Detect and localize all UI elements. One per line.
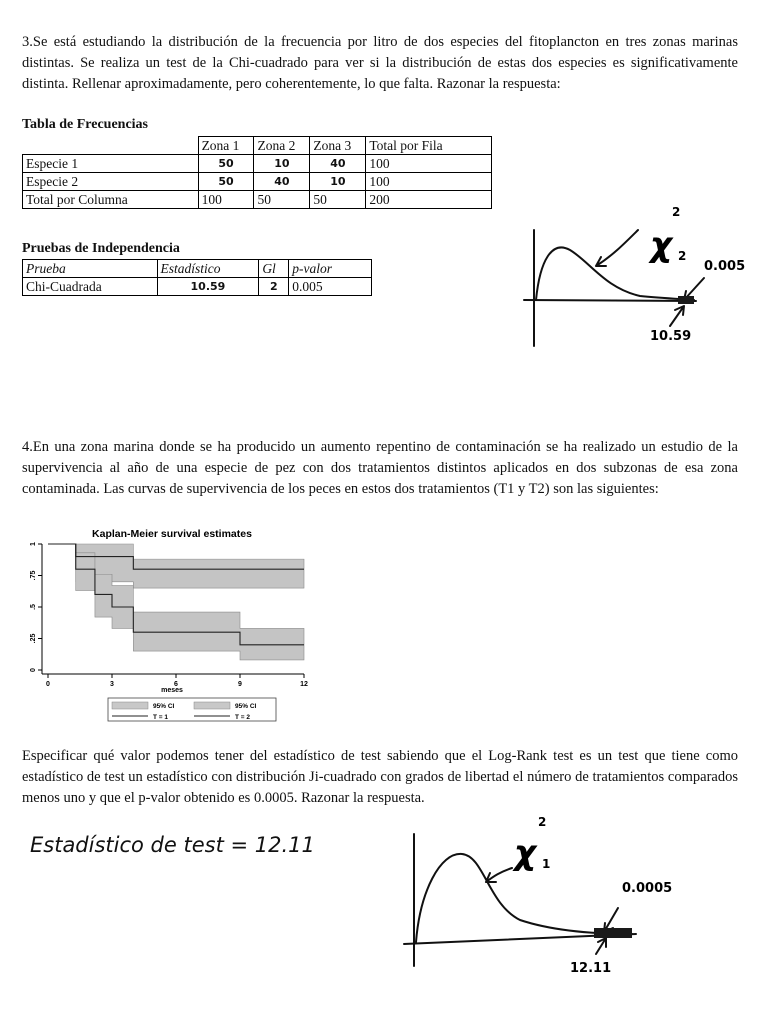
freq-header-zona1: Zona 1 — [198, 137, 254, 155]
chi-symbol: χ — [650, 225, 672, 265]
header-prueba: Prueba — [23, 260, 158, 278]
handwritten-cell: 50 — [198, 155, 254, 173]
pvalue-cell: 0.005 — [289, 278, 372, 296]
chart-title: Kaplan-Meier survival estimates — [92, 528, 252, 540]
tail-shading — [594, 928, 632, 938]
stat-arrow — [670, 306, 684, 326]
x-tick-label: 9 — [238, 681, 242, 688]
pvalue-label: 0.005 — [704, 259, 746, 274]
handwritten-cell: 40 — [254, 173, 310, 191]
stat-arrow — [596, 938, 606, 954]
legend-ci-label-2: 95% CI — [235, 703, 257, 710]
col-total: 100 — [198, 191, 254, 209]
chi-symbol: χ — [514, 833, 536, 873]
header-estadistico: Estadístico — [157, 260, 259, 278]
statistic-label: 10.59 — [650, 329, 692, 344]
independence-header-row — [23, 260, 372, 278]
chi2-sketch-2 — [400, 812, 700, 984]
q3-text: 3.Se está estudiando la distribución de la frecuencia por litro de dos especies del fitoplancton en tres zonas marinas distintas. Se realiza un test de la Chi-cuadrado para ver si la distribución de estas dos especies es significativamente distinta. Rellenar aproximadamente, pero coherentemente, lo que falta. Razonar la respuesta: — [22, 34, 738, 92]
y-tick-label: .75 — [30, 570, 37, 581]
x-tick-label: 12 — [300, 681, 308, 688]
row-total: 100 — [366, 173, 492, 191]
col-total: 50 — [254, 191, 310, 209]
grand-total: 200 — [366, 191, 492, 209]
row-label: Total por Columna — [23, 191, 199, 209]
table-row — [23, 155, 492, 173]
handwritten-cell: 40 — [310, 155, 366, 173]
pvalue-label: 0.0005 — [622, 881, 673, 896]
y-tick-label: 1 — [30, 542, 37, 546]
x-tick-label: 3 — [110, 681, 114, 688]
y-tick-label: .5 — [30, 604, 37, 610]
independence-table — [22, 259, 372, 296]
y-tick-label: 0 — [30, 668, 37, 672]
q4-text: 4.En una zona marina donde se ha producido un aumento repentino de contaminación se ha realizado un estudio de la supervivencia al año de una especie de pez con dos tratamientos distintos aplicados en dos subzonas de esa zona contaminada. Las curvas de supervivencia de los peces en estos dos tratamientos (T1 y T2) son las siguientes: — [22, 439, 738, 497]
legend-ci-swatch-2 — [194, 702, 230, 709]
legend-ci-swatch-1 — [112, 702, 148, 709]
freq-header-total: Total por Fila — [366, 137, 492, 155]
row-label: Especie 1 — [23, 155, 199, 173]
row-total: 100 — [366, 155, 492, 173]
freq-header-zona3: Zona 3 — [310, 137, 366, 155]
chi-superscript: 2 — [538, 815, 547, 829]
x-axis-label: meses — [161, 687, 183, 694]
chi2-sketch-1 — [520, 200, 750, 350]
col-total: 50 — [310, 191, 366, 209]
curve-arrow — [486, 868, 512, 882]
x-tick-label: 0 — [46, 681, 50, 688]
header-pvalor: p-valor — [289, 260, 372, 278]
chi-subscript: 1 — [542, 857, 551, 871]
table-row — [23, 191, 492, 209]
handwritten-cell: 50 — [198, 173, 254, 191]
row-label: Especie 2 — [23, 173, 199, 191]
freq-header-zona2: Zona 2 — [254, 137, 310, 155]
handwritten-answer: Estadístico de test = 12.11 — [30, 833, 315, 857]
table-row — [23, 173, 492, 191]
chart-legend — [108, 698, 276, 721]
km-chart — [22, 522, 322, 722]
independence-title: Pruebas de Independencia — [22, 241, 180, 256]
chi-superscript: 2 — [672, 205, 681, 219]
x-tick-label: 6 — [174, 681, 178, 688]
y-tick-label: .25 — [30, 633, 37, 644]
q4-text-2: Especificar qué valor podemos tener del estadístico de test sabiendo que el Log-Rank test es un test que tiene como estadístico de test un estadístico con distribución Ji-cuadrado con grados de libertad el número de tratamientos comparados menos uno y que el p-valor obtenido es 0.0005. Razonar la respuesta. — [22, 748, 738, 806]
handwritten-cell: 10 — [310, 173, 366, 191]
test-name: Chi-Cuadrada — [23, 278, 158, 296]
legend-t1-label: T = 1 — [153, 714, 168, 721]
freq-header-blank — [23, 137, 199, 155]
legend-t2-label: T = 2 — [235, 714, 250, 721]
legend-ci-label-1: 95% CI — [153, 703, 175, 710]
table-row — [23, 278, 372, 296]
freq-header-row — [23, 137, 492, 155]
chi-subscript: 2 — [678, 249, 687, 263]
freq-table — [22, 136, 492, 209]
statistic-label: 12.11 — [570, 961, 612, 976]
freq-table-title: Tabla de Frecuencias — [22, 117, 149, 132]
handwritten-gl: 2 — [259, 278, 289, 296]
tail-shading — [678, 296, 694, 304]
handwritten-cell: 10 — [254, 155, 310, 173]
x-axis — [524, 300, 696, 301]
curve-arrow — [596, 230, 638, 266]
header-gl: Gl — [259, 260, 289, 278]
handwritten-statistic: 10.59 — [157, 278, 259, 296]
